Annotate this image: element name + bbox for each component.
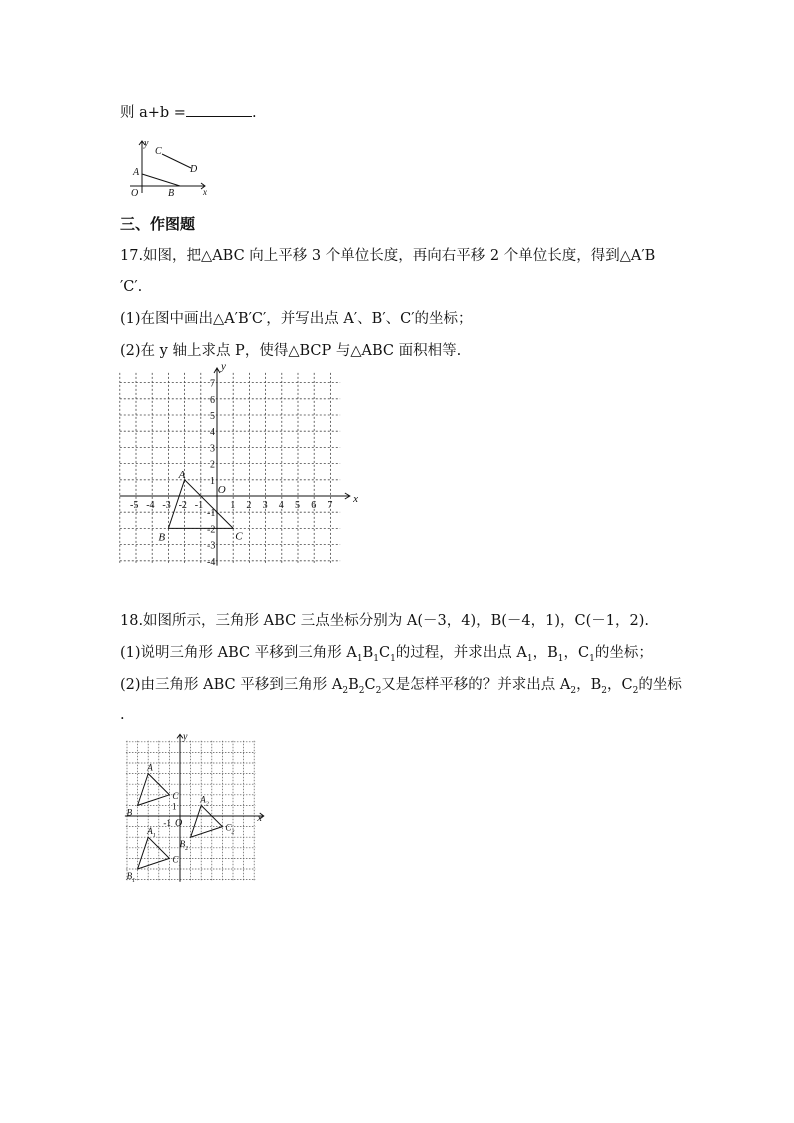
q17-y-tick: -3	[207, 540, 216, 552]
q17-y-tick: -2	[207, 524, 216, 536]
q17-y-tick: 5	[210, 411, 215, 422]
q17-y-tick: 7	[210, 378, 215, 390]
q17-part2: (2)在 y 轴上求点 P，使得△BCP 与△ABC 面积相等.	[120, 343, 462, 359]
q18-tick-neg1: -1	[163, 818, 171, 828]
q18-sub: 1	[589, 653, 595, 664]
section-title: 三、作图题	[120, 215, 196, 233]
q17-label-b: B	[158, 531, 166, 544]
q16-label-c: C	[155, 146, 162, 157]
q18-triangle-a2b2c2	[191, 805, 223, 837]
q18-triangle-a1b1c1	[138, 837, 170, 869]
q18-triangle-abc	[138, 774, 170, 806]
q17-x-tick: 6	[311, 500, 317, 511]
q17-label-c: C	[235, 530, 243, 543]
q16-label-a: A	[133, 167, 140, 178]
q18-part1-text-d: 的过程，并求出点 A	[395, 645, 527, 661]
q16-segment-cd	[162, 154, 191, 168]
q17-x-tick: -5	[130, 500, 139, 511]
q18-label-subscript: 2	[185, 846, 189, 853]
q16-answer-suffix: .	[251, 105, 257, 121]
q18-part2-text-g: 的坐标	[638, 677, 682, 693]
q17-x-tick: 3	[262, 500, 268, 511]
q18-sub: 1	[526, 653, 533, 664]
q17-line1: 17.如图，把△ABC 向上平移 3 个单位长度，再向右平移 2 个单位长度，得到△A′B	[120, 248, 656, 264]
q18-part2-text-c: C	[364, 677, 376, 693]
q17-x-tick: -4	[146, 500, 155, 511]
q16-label-b: B	[168, 188, 175, 199]
q18-label-subscript: 2	[231, 829, 235, 836]
q17-y-tick-labels	[207, 379, 215, 568]
q18-part2-text-f: ，C	[607, 677, 633, 693]
q16-label-d: D	[190, 164, 198, 175]
q17-x-tick: 5	[295, 500, 300, 511]
q16-answer-blank[interactable]	[186, 102, 252, 117]
q18-part1-text-c: C	[378, 645, 391, 661]
q16-label-o: O	[131, 188, 139, 199]
q18-label-b1: $B_1$	[126, 871, 136, 884]
q17-y-tick: 1	[210, 475, 215, 487]
q17-x-tick: 2	[246, 500, 252, 511]
q18-axes	[125, 731, 264, 881]
q18-part1-text-b: B	[362, 645, 374, 661]
q18-part2-text-d: 又是怎样平移的？并求出点 A	[381, 677, 571, 693]
q18-part2-text-e: ，B	[576, 677, 602, 693]
q18-axis-x-label: x	[257, 813, 262, 824]
q18-label-a2: $A_2$	[200, 794, 209, 808]
q17-x-tick-labels	[130, 500, 332, 511]
q17-coordinate-figure	[120, 360, 358, 568]
q18-label-subscript: 1	[178, 861, 182, 868]
q18-part2-text-b: B	[348, 677, 359, 693]
q17-line2: ′C′.	[120, 279, 143, 295]
q17-y-tick: 4	[210, 427, 215, 439]
q18-label-c1: $C_1$	[172, 854, 182, 868]
q18-axis-y-label: y	[183, 731, 188, 743]
q18-sub: 2	[358, 685, 365, 696]
q18-line1: 18.如图所示，三角形 ABC 三点坐标分别为 A(－3，4)，B(－4，1)，C(－1，2).	[120, 613, 650, 629]
q17-y-tick: -1	[207, 508, 216, 520]
q18-part1-text-f: ，C	[563, 645, 590, 661]
q18-label-c2: $C_2$	[225, 822, 235, 836]
q17-grid	[120, 373, 340, 564]
q17-x-tick: -1	[194, 500, 204, 511]
q17-y-tick: -4	[207, 556, 216, 568]
q17-x-tick: 4	[278, 500, 284, 511]
q18-sub: 1	[356, 653, 363, 664]
q18-grid	[126, 741, 255, 881]
q18-sub: 2	[632, 685, 639, 696]
q18-label-subscript: 1	[152, 833, 156, 840]
q18-sub: 2	[342, 685, 349, 696]
q18-sub: 1	[390, 653, 396, 664]
q18-part2-text-a: (2)由三角形 ABC 平移到三角形 A	[120, 677, 343, 693]
q17-x-tick: 7	[327, 500, 333, 511]
q18-origin-label: O	[175, 818, 183, 829]
q18-label-c: C	[172, 790, 179, 801]
q18-sub: 2	[375, 685, 382, 696]
q16-label-y: y	[144, 138, 149, 149]
q18-sub: 1	[557, 653, 564, 664]
q18-label-subscript: 2	[205, 801, 209, 808]
q18-label-b: B	[126, 807, 133, 818]
q18-part1	[120, 643, 653, 669]
q16-segment-ab	[142, 174, 180, 186]
q16-answer-line	[120, 102, 257, 123]
q18-sub: 2	[570, 685, 577, 696]
q17-y-tick: 2	[210, 459, 215, 471]
q18-label-a1: $A_1$	[147, 826, 156, 840]
q17-x-tick: -2	[178, 500, 187, 511]
q17-x-tick: 1	[230, 500, 236, 511]
q17-axis-x-label: x	[353, 493, 358, 505]
q18-part2	[120, 675, 682, 701]
q16-figure	[125, 137, 210, 197]
q17-axis-y-label: y	[221, 360, 226, 373]
q18-part1-text-a: (1)说明三角形 ABC 平移到三角形 A	[120, 645, 357, 661]
q18-label-b2: $B_2$	[179, 839, 189, 853]
q17-part1: (1)在图中画出△A′B′C′，并写出点 A′、B′、C′的坐标；	[120, 311, 473, 327]
q17-y-tick: 6	[210, 394, 215, 406]
q18-label-a: A	[147, 762, 153, 773]
q18-tick-1: 1	[172, 801, 177, 812]
q18-part1-text-e: ，B	[532, 645, 558, 661]
q17-y-tick: 3	[210, 443, 215, 455]
q17-label-a: A	[178, 468, 186, 481]
q18-trailing-dot: .	[120, 707, 125, 723]
q18-sub: 1	[373, 653, 379, 664]
q18-sub: 2	[601, 685, 608, 696]
q18-label-subscript: 1	[132, 878, 136, 884]
q16-answer-prefix: 则 a+b =	[120, 105, 186, 121]
q16-label-x: x	[203, 187, 207, 197]
q18-coordinate-figure	[118, 732, 263, 892]
q17-x-tick: -3	[162, 500, 171, 511]
q17-origin-label: O	[217, 484, 226, 496]
q18-part1-text-g: 的坐标；	[594, 645, 653, 661]
